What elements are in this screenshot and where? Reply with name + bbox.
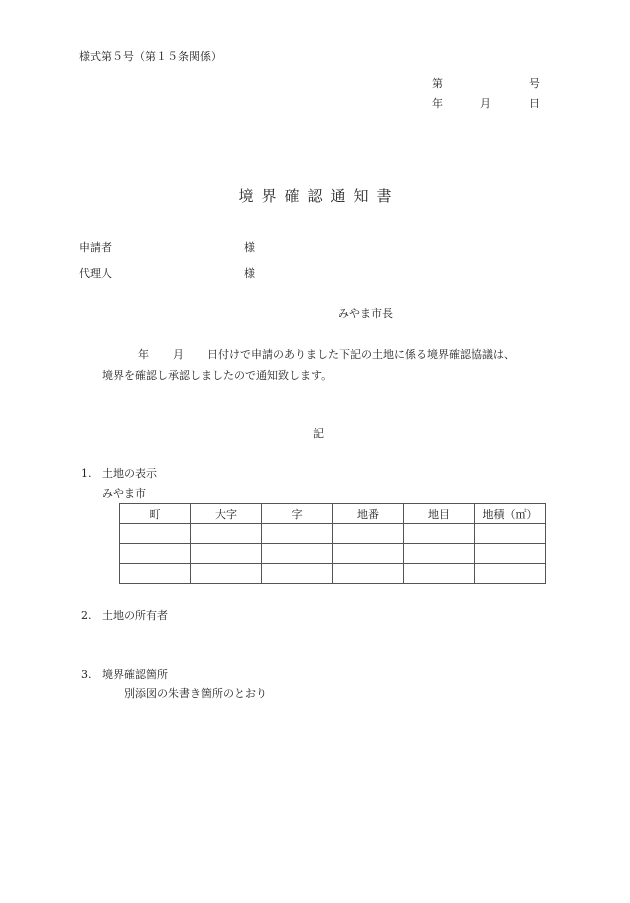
table-cell[interactable] [191,544,262,564]
table-cell[interactable] [262,564,333,584]
applicant-label: 申請者 [79,241,112,254]
table-cell[interactable] [333,524,404,544]
table-cell[interactable] [333,544,404,564]
section3-note: 別添図の朱書き箇所のとおり [124,687,267,700]
table-cell[interactable] [120,524,191,544]
body-month-label: 月 [173,348,184,361]
document-number-suffix: 号 [529,77,540,90]
table-cell[interactable] [262,524,333,544]
table-cell[interactable] [404,564,475,584]
section1-city: みやま市 [102,487,146,500]
table-cell[interactable] [475,544,546,564]
land-table [119,503,546,584]
column-header-oaza: 大字 [191,504,262,524]
date-year-label: 年 [432,97,443,110]
table-cell[interactable] [404,524,475,544]
table-row [120,524,546,544]
section2-title: 土地の所有者 [102,609,168,622]
table-cell[interactable] [475,524,546,544]
section3-title: 境界確認箇所 [102,668,168,681]
table-row [120,564,546,584]
table-cell[interactable] [262,544,333,564]
body-year-label: 年 [138,348,149,361]
ki-heading: 記 [313,427,324,440]
table-cell[interactable] [120,564,191,584]
column-header-town: 町 [120,504,191,524]
date-day-label: 日 [529,97,540,110]
body-text-line1: 日付けで申請のありました下記の土地に係る境界確認協議は、 [207,348,515,361]
table-cell[interactable] [333,564,404,584]
column-header-lot-number: 地番 [333,504,404,524]
table-cell[interactable] [475,564,546,584]
table-cell[interactable] [191,564,262,584]
body-text-line2: 境界を確認し承認しましたので通知致します。 [102,369,333,382]
table-cell[interactable] [120,544,191,564]
table-row [120,544,546,564]
section2-number: 2. [81,609,92,622]
table-cell[interactable] [191,524,262,544]
column-header-aza: 字 [262,504,333,524]
document-number-label: 第 [432,77,443,90]
table-cell[interactable] [404,544,475,564]
land-table-header-row [120,504,546,524]
form-number: 様式第５号（第１５条関係） [79,50,222,63]
section3-number: 3. [81,668,92,681]
document-title: 境界確認通知書 [238,187,400,205]
date-month-label: 月 [480,97,491,110]
agent-honorific: 様 [244,267,255,280]
column-header-area: 地積（㎡） [475,504,546,524]
sender-name: みやま市長 [338,307,393,320]
agent-label: 代理人 [79,267,112,280]
column-header-land-category: 地目 [404,504,475,524]
section1-number: 1. [81,467,92,480]
applicant-honorific: 様 [244,241,255,254]
section1-title: 土地の表示 [102,467,157,480]
